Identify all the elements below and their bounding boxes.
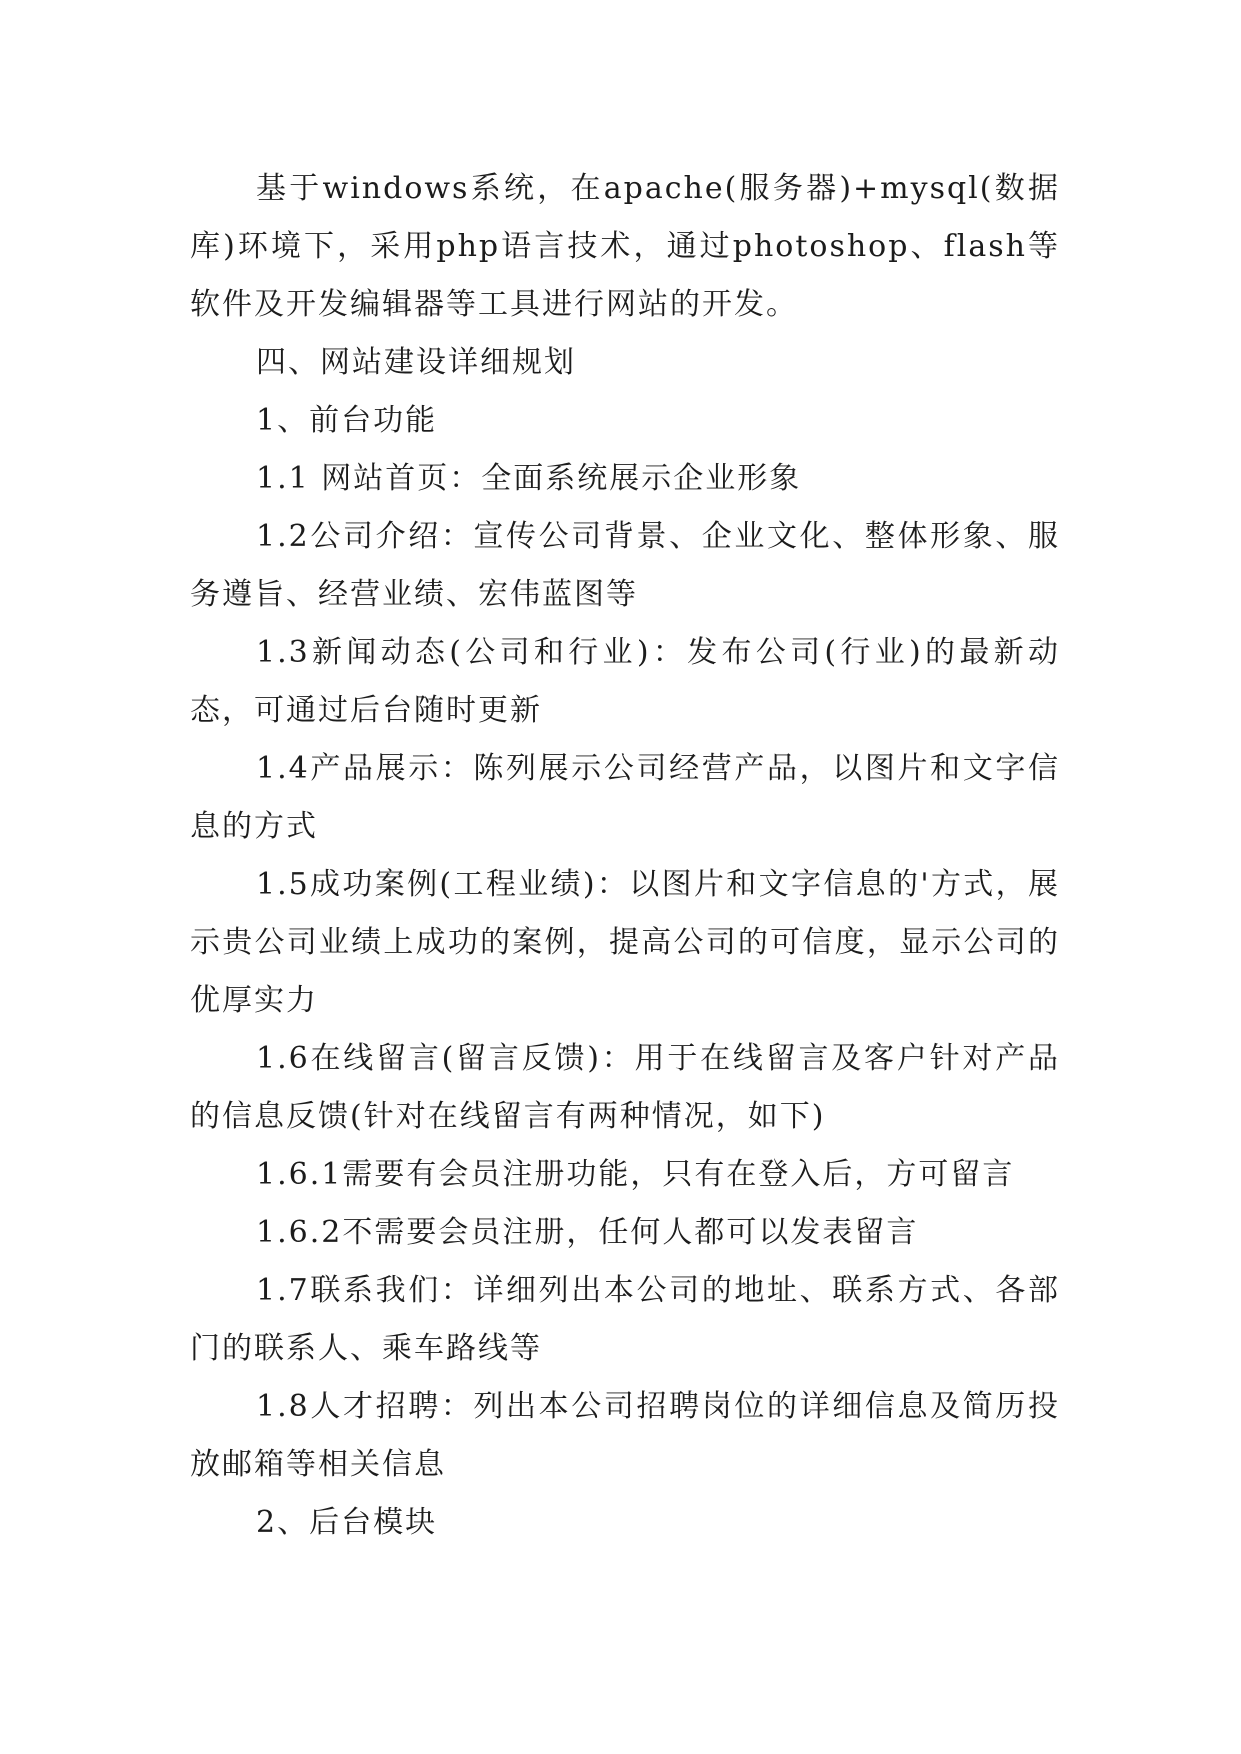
item-guestbook: 1.6在线留言(留言反馈)：用于在线留言及客户针对产品的信息反馈(针对在线留言有两种情况，如下) [190, 1041, 1060, 1134]
item-news: 1.3新闻动态(公司和行业)：发布公司(行业)的最新动态，可通过后台随时更新 [190, 635, 1060, 728]
item-products: 1.4产品展示：陈列展示公司经营产品，以图片和文字信息的方式 [190, 751, 1060, 844]
item-guestbook-open: 1.6.2不需要会员注册，任何人都可以发表留言 [256, 1215, 919, 1250]
item-cases: 1.5成功案例(工程业绩)：以图片和文字信息的'方式，展示贵公司业绩上成功的案例，提高公司的可信度，显示公司的优厚实力 [190, 867, 1060, 1018]
item-homepage: 1.1 网站首页：全面系统展示企业形象 [256, 461, 802, 496]
section-heading-detailed-plan: 四、网站建设详细规划 [256, 345, 576, 380]
item-guestbook-members: 1.6.1需要有会员注册功能，只有在登入后，方可留言 [256, 1157, 1015, 1192]
subheading-frontend-functions: 1、前台功能 [256, 403, 438, 438]
subheading-backend-modules: 2、后台模块 [256, 1505, 438, 1540]
item-recruitment: 1.8人才招聘：列出本公司招聘岗位的详细信息及简历投放邮箱等相关信息 [190, 1389, 1060, 1482]
paragraph-development-environment: 基于windows系统，在apache(服务器)+mysql(数据库)环境下，采用php语言技术，通过photoshop、flash等软件及开发编辑器等工具进行网站的开发。 [190, 171, 1060, 322]
item-company-intro: 1.2公司介绍：宣传公司背景、企业文化、整体形象、服务遵旨、经营业绩、宏伟蓝图等 [190, 519, 1060, 612]
document-body [190, 160, 1060, 1552]
item-contact: 1.7联系我们：详细列出本公司的地址、联系方式、各部门的联系人、乘车路线等 [190, 1273, 1060, 1366]
